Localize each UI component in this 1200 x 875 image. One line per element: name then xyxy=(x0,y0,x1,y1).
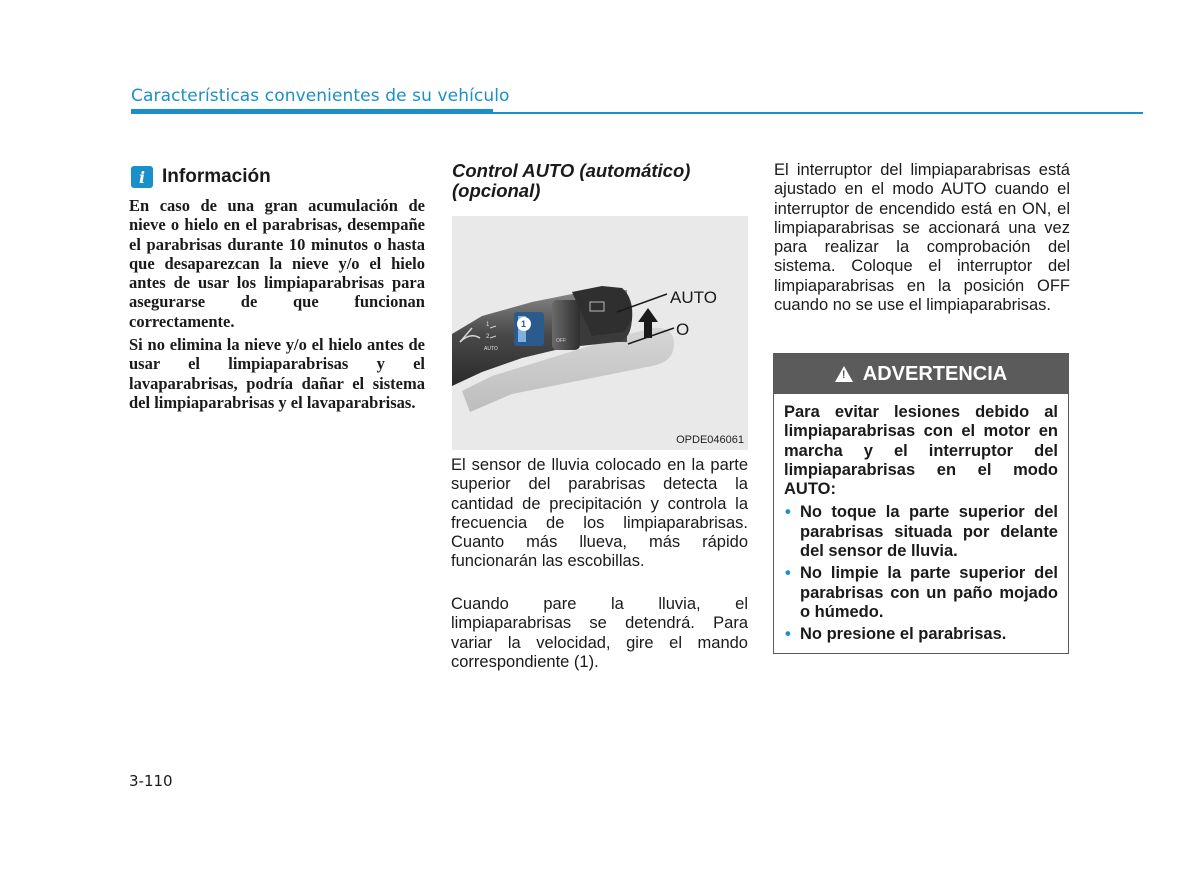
stalk-mark-off: OFF xyxy=(556,338,566,344)
warning-box xyxy=(773,353,1069,654)
header-rule xyxy=(131,112,1143,114)
stalk-mark-2: 2 xyxy=(486,334,490,340)
bullet-icon: • xyxy=(785,625,791,644)
info-paragraph-1: En caso de una gran acumulación de nieve o hielo en el parabrisas, desempañe el parabrisas durante 10 minutos o hasta que desaparezcan la nieve y/o el hielo antes de usar los limpiaparabrisas para asegurarse de que funcionan correctamente. xyxy=(129,196,425,331)
page-number: 3-110 xyxy=(129,772,173,790)
label-auto: AUTO xyxy=(670,288,717,307)
stalk-mark-auto: AUTO xyxy=(484,346,498,352)
bullet-icon: • xyxy=(785,564,791,583)
header-title: Características convenientes de su vehículo xyxy=(131,86,510,106)
label-off: O xyxy=(676,320,690,339)
warning-bullet: • No limpie la parte superior del parabrisas con un paño mojado o húmedo. xyxy=(785,564,1058,621)
col3-paragraph-1: El interruptor del limpiaparabrisas está ajustado en el modo AUTO cuando el interruptor de encendido está en ON, el limpiaparabrisas se accionará una vez para realizar la comprobación del sistema. Coloque el interruptor del limpiaparabrisas en la posición OFF cuando no se use el limpiaparabrisas. xyxy=(774,161,1070,315)
col2-paragraph-2: Cuando pare la lluvia, el limpiaparabrisas se detendrá. Para variar la velocidad, gire el mando correspondiente (1). xyxy=(451,595,748,671)
callout-number: 1 xyxy=(521,319,527,329)
figure-code: OPDE046061 xyxy=(676,434,744,446)
warning-header xyxy=(774,354,1068,394)
section-title: Control AUTO (automático) (opcional) xyxy=(452,160,691,201)
wiper-stalk-figure xyxy=(452,216,748,450)
warning-triangle-icon: ! xyxy=(835,366,853,382)
info-icon: i xyxy=(131,166,153,188)
warning-bullet: • No presione el parabrisas. xyxy=(785,625,1007,644)
info-heading xyxy=(131,166,271,188)
col2-paragraph-1: El sensor de lluvia colocado en la parte superior del parabrisas detecta la cantidad de precipitación y controla la frecuencia de los limpiaparabrisas. Cuanto más llueva, más rápido funcionarán las escobillas. xyxy=(451,456,748,571)
warning-intro: Para evitar lesiones debido al limpiaparabrisas con el motor en marcha y el interruptor del limpiaparabrisas en el modo AUTO: xyxy=(784,403,1058,499)
info-title: Información xyxy=(162,166,271,187)
warning-title: ADVERTENCIA xyxy=(862,362,1008,385)
info-paragraph-2: Si no elimina la nieve y/o el hielo antes de usar el limpiaparabrisas y el lavaparabrisas, podría dañar el sistema del limpiaparabrisas y el lavaparabrisas. xyxy=(129,335,425,412)
stalk-mark-1: 1 xyxy=(486,322,490,328)
bullet-icon: • xyxy=(785,503,791,522)
wiper-stalk-illustration xyxy=(452,216,748,450)
warning-bullet: • No toque la parte superior del parabrisas situada por delante del sensor de lluvia. xyxy=(785,503,1058,561)
warning-list xyxy=(784,503,1058,644)
